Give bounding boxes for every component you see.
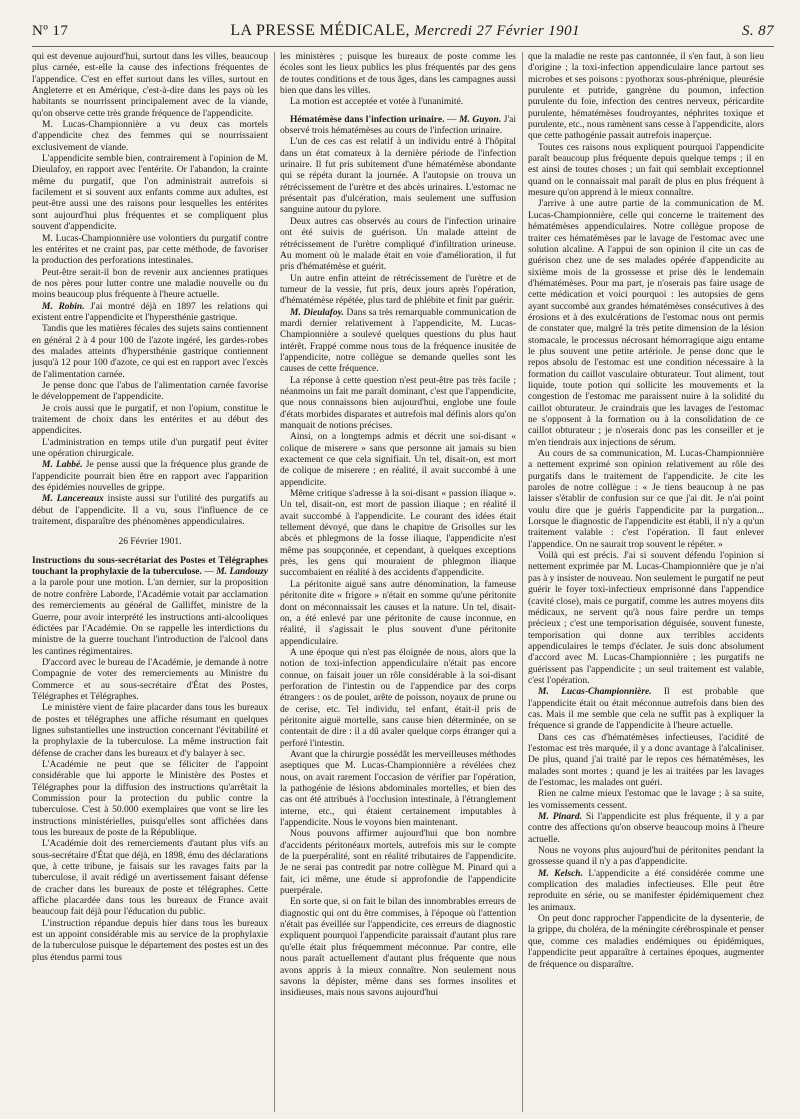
paragraph-text: Si l'appendicite est plus fréquente, il y a par contre des affections qu'on observe beaucoup moins à l'heure actuelle. [528,812,764,845]
paragraph: que la maladie ne reste pas cantonnée, il s'en faut, à son lieu d'origine ; la toxi-infection appendiculaire lance partout ses microbes et ses poisons : pyothorax sous-phrénique, pleurésie purulente et putride, gangrène du poumon, infection purulente du foie, infection des centres nerveux, péricardite purulente, hématémèses foudroyantes, néphrites toxique et purulente, etc., nous ramènent sans cesse à l'appendicite, alors que cette pathogénie passait autrefois inaperçue. [528,52,764,142]
speaker-name: M. Lucas-Championnière. [538,687,652,698]
paragraph [32,460,268,494]
speaker-name: M. Landouzy [216,567,268,578]
paragraph: La réponse à cette question n'est peut-être pas très facile ; néanmoins un fait me paraît dominant, c'est que l'appendicite, que nous connaissons bien aujourd'hui, englobe une foule d'états morbides disparates et autrefois mal définis alors qu'on manquait de notions précises. [280,375,516,431]
paragraph [528,812,764,846]
paragraph: Rien ne calme mieux l'estomac que le lavage ; à sa suite, les vomissements cessent. [528,789,764,811]
speaker-name: M. Dieulafoy. [290,307,344,318]
paragraph: Avant que la chirurgie possédât les merveilleuses méthodes aseptiques que M. Lucas-Championnière a révélées chez nous, on avait rarement l'occasion de vérifier par l'opération, la pathogénie de lésions abdominales mortelles, et bien des cas ont été attribués à l'occlusion intestinale, à l'étranglement interne, etc., qui étaient certainement imputables à l'appendicite. Nous le voyons bien maintenant. [280,749,516,829]
section-heading: Instructions du sous-secrétariat des Postes et Télégraphes touchant la prophylaxie de la tuberculose. [32,555,268,578]
paragraph-text: Il est probable que l'appendicite était ou était méconnue autrefois dans bien des cas. Mais il me semble que cela ne suffit pas à expliquer la fréquence si grande de l'appendicite à l'heure actuelle. [528,687,764,732]
paragraph: La motion est acceptée et votée à l'unanimité. [290,97,464,108]
paragraph: J'arrive à une autre partie de la communication de M. Lucas-Championnière, celle qui concerne le traitement des hématémèses appendiculaires. Notre collègue propose de traiter ces hématémèses par le lavage de l'estomac avec une solution alcaline. A l'appui de son opinion il cite un cas de guérison chez une de ses malades opérée d'appendicite au sixième mois de la grossesse et prise dès le lendemain d'hématémèses. Pour ma part, je n'oserais pas faire usage de cette médication et voici pourquoi : les autopsies de gens ayant succombé aux grandes hématémèses consécutives à des érosions et à des exulcérations de l'estomac nous ont permis de constater que, malgré la très petite dimension de la lésion stomacale, le processus nécrosant hémorragique aigu entame le plus souvent une petite artériole. Je pense donc que le repos absolu de l'estomac est une condition nécessaire à la formation du caillot vasculaire obturateur. Tout aliment, tout liquide, toute potion qui sollicite les mouvements et la congestion de l'estomac me paraissent nuire à la solidité du caillot obturateur. Je craindrais que les lavages de l'estomac ne s'opposent à la formation ou à la consolidation de ce caillot obturateur ; je n'oserais donc pas les conseiller et je m'en tiendrais aux injections de sérum. [528,199,764,448]
paragraph: Un autre enfin atteint de rétrécissement de l'urètre et de tumeur de la vessie, fut pris, deux jours après l'opération, d'hématémèse répétée, plus tard de phlébite et finit par guérir. [280,273,516,307]
paragraph: En sorte que, si on fait le bilan des innombrables erreurs de diagnostic qui ont du être commises, à l'époque où l'attention n'était pas éveillée sur l'appendicite, ces erreurs de diagnostic expliquent pourquoi l'appendicite paraissait d'autant plus rare qu'elle était plus fréquemment méconnue. Par contre, elle nous paraît actuellement d'autant plus fréquente que nous avons appris à la mieux connaître. Non seulement nous savons la dépister, même dans ses formes insolites et insidieuses, mais nous savons aujourd'hui [280,897,516,999]
paragraph-text: a la parole pour une motion. L'an dernier, sur la proposition de notre confrère Laborde, l'Académie votait par acclamation des remerciements au général de Galliffet, ministre de la Guerre, pour avoir interprété les instructions anti-alcooliques édictées par l'Académie. On se rappelle les interdictions du ministre de la guerre touchant l'introduction de l'alcool dans les cantines régimentaires. [32,578,268,657]
column-3 [528,52,764,1114]
paragraph: L'un de ces cas est relatif à un individu entré à l'hôpital dans un état comateux à la dernière période de l'infection urinaire. Il fut pris subitement d'une hématémèse abondante qui se répéta durant la journée. A l'autopsie on trouva un rétrécissement de l'urètre et des abcès urinaires. L'estomac ne présentait pas d'ulcération, mais seulement une suffusion sanguine autour du pylore. [280,137,516,216]
paragraph: Voilà qui est précis. J'ai si souvent défendu l'opinion si nettement exprimée par M. Lucas-Championnière que je n'ai pas à y insister de nouveau. Non seulement le purgatif ne peut guérir le foyer toxi-infectieux emprisonné dans l'appendice (cavité close), mais ce purgatif, comme les autres moyens dits médicaux, ne servent qu'à nous faire perdre un temps précieux ; c'est une temporisation déguisée, souvent funeste, temporisation qui donne aux terribles accidents appendiculaires le temps d'éclater. Je suis donc absolument d'accord avec M. Lucas-Championnière ; les purgatifs ne guérissent pas l'appendicite ; un seul traitement est valable, c'est l'opération. [528,551,764,686]
paragraph-text: L'appendicite a été considérée comme une complication des maladies infectieuses. Elle peut être reproduite en série, ou se manifester épidémiquement chez les animaux. [528,868,764,913]
paragraph: Je pense donc que l'abus de l'alimentation carnée favorise le développement de l'appendicite. [32,380,268,403]
speaker-name: M. Lancereaux [42,494,104,505]
paragraph: Même critique s'adresse à la soi-disant « passion iliaque ». Un tel, disait-on, est mort de passion iliaque ; en réalité il avait succombé à l'appendicite. Le courant des idées était tellement dévoyé, que dans le chapitre de Grisolles sur les abcès et phlegmons de la fosse iliaque, l'appendicite n'est même pas soupçonnée, et cependant, à quelques exceptions près, les gens qui mouraient de phlegmon iliaque succombaient en réalité à des accidents d'appendicite. [280,489,516,579]
paragraph: Nous pouvons affirmer aujourd'hui que bon nombre d'accidents péritonéaux mortels, autrefois mis sur le compte de la puerpéralité, sont en réalité tributaires de l'appendicite. Je ne serai pas contredit par notre collègue M. Pinard qui a fait, ici même, une étude si approfondie de l'appendicite puerpérale. [280,829,516,897]
paragraph-text: Je pense aussi que la fréquence plus grande de l'appendicite pourrait bien être en rapport avec l'apparition des épidémies nouvelles de grippe. [32,460,268,494]
paragraph [528,869,764,914]
header-rule [32,46,774,47]
paragraph: Je crois aussi que le purgatif, et non l'opium, constitue le traitement de choix dans les entérites et au début des appendicites. [32,403,268,437]
journal-title: LA PRESSE MÉDICALE, [230,22,410,39]
paragraph: Nous ne voyons plus aujourd'hui de péritonites pendant la grossesse quand il n'y a pas d'appendicite. [528,846,764,868]
session-date: 26 Février 1901. [118,537,182,548]
paragraph: A une époque qui n'est pas éloignée de nous, alors que la notion de toxi-infection appendiculaire n'était pas encore connue, on faisait jouer un rôle considérable à la soi-disant perforation de l'intestin ou de l'appendice par des corps étrangers : os de poulet, arête de poisson, noyaux de prune ou de cerise, etc. Tel individu, tel enfant, était-il pris de péritonite aiguë mortelle, sans cause bien déterminée, on se contentait de dire : il a dû avaler quelque corps étranger qui a perforé l'intestin. [280,647,516,749]
paragraph: Toutes ces raisons nous expliquent pourquoi l'appendicite paraît beaucoup plus fréquente depuis quelque temps ; il en est ainsi de toutes choses ; un fait qui semblait exceptionnel quand on le connaissait mal paraît de plus en plus fréquent à mesure qu'on apprend à le mieux connaître. [528,142,764,199]
paragraph: D'accord avec le bureau de l'Académie, je demande à notre Compagnie de voter des remerciements au Ministre du Commerce et au sous-secrétaire d'État des Postes, Télégraphes et Télégraphes. [32,657,268,702]
journal-title-line [230,22,580,40]
paragraph: Tandis que les matières fécales des sujets sains contiennent en général 2 à 4 pour 100 de l'azote ingéré, les gardes-robes des malades atteints d'hypersthénie gastrique contiennent jusqu'à 12 pour 100 d'azote, ce qui est en rapport avec l'excès de l'alimentation carnée. [32,324,268,380]
speaker-name: M. Labbé. [42,460,83,471]
paragraph: M. Lucas-Championnière a vu deux cas mortels d'appendicite chez des femmes qui se nourrissaient exclusivement de viande. [32,120,268,153]
paragraph-text: J'ai montré déjà en 1897 les relations qui existent entre l'appendicite et l'hypersthénie gastrique. [32,301,268,323]
paragraph: L'Académie ne peut que se féliciter de l'appoint considérable que lui apporte le Ministère des Postes et Télégraphes pour la diffusion des instructions qu'arrêtait la Commission pour la protection du public contre la tuberculose. C'est à 50.000 exemplaires que vont se lire les instructions ministérielles, puisqu'elles sont affichées dans tous les bureaux de poste de la République. [32,759,268,839]
paragraph: Ainsi, on a longtemps admis et décrit une soi-disant « colique de miserere » sans que personne ait jamais su bien exactement ce que cela signifiait. Un tel, disait-on, est mort de colique de miserere ; en réalité, il avait succombé à une appendicite. [280,432,516,488]
section-heading: Hématémèse dans l'infection urinaire. [290,114,445,125]
paragraph: qui est devenue aujourd'hui, surtout dans les villes, beaucoup plus carnée, est-elle la cause des infections fréquentes de l'appendice. C'est en effet surtout dans les villes, surtout en Angleterre et en Amérique, c'est-à-dire dans les pays où les habitants se nourrissent principalement avec de la viande, qu'on observe cette très grande fréquence de l'appendicite. [32,52,268,119]
paragraph: les ministères ; puisque les bureaux de poste comme les écoles sont les lieux publics les plus fréquentés par des gens de toutes conditions et de tous âges, dans les campagnes aussi bien que dans les villes. [280,52,516,97]
issue-date: Mercredi 27 Février 1901 [414,23,580,39]
paragraph: Le ministère vient de faire placarder dans tous les bureaux de postes et télégraphes une affiche résumant en quelques lignes substantielles une instruction concernant l'évitabilité et la prophylaxie de la tuberculose. La même instruction fait défense de cracher dans les bureaux et d'y balayer à sec. [32,703,268,759]
paragraph-text: Dans sa très remarquable communication de mardi dernier relativement à l'appendicite, M. Lucas-Championnière a soulevé quelques questions du plus haut intérêt. Frappé comme nous tous de la fréquence inusitée de l'appendicite, notre collègue se demande quelles sont les causes de cette fréquence. [280,307,516,375]
page-header [32,22,774,48]
paragraph [32,302,268,325]
column-rule [522,52,523,1112]
paragraph [528,687,764,732]
paragraph: L'Académie doit des remerciements d'autant plus vifs au sous-secrétaire d'État que déjà, en 1898, ému des déclarations que, à cette tribune, je faisais sur les ravages faits par la tuberculose, il avait rédigé un avertissement faisant défense de cracher dans les bureaux de poste et télégraphes. Cette affiche placardée dans tous les bureaux de France avait beaucoup fait déjà pour l'éducation du public. [32,839,268,918]
speaker-name: M. Robin. [42,301,85,312]
paragraph: L'instruction répandue depuis hier dans tous les bureaux est un appoint considérable mis au service de la prophylaxie de la tuberculose puisque le département des postes est un des plus étendus parmi tous [32,918,268,963]
paragraph-text: insiste aussi sur l'utilité des purgatifs au début de l'appendicite. Il a vu, sous l'influence de ce traitement, disparaître des phénomènes appendiculaires. [32,494,268,528]
paragraph: Peut-être serait-il bon de revenir aux anciennes pratiques de nos pères pour lutter contre une maladie nouvelle ou du moins beaucoup plus fréquente à l'heure actuelle. [32,267,268,301]
paragraph: Hématémèse dans l'infection urinaire. — M. Guyon. J'ai observé trois hématémèses au cours de l'infection urinaire. [280,114,516,137]
paragraph: Deux autres cas observés au cours de l'infection urinaire ont été suivis de guérison. Un malade atteint de rétrécissement de l'urètre compliqué d'infiltration urineuse. Au moment où le malade était en voie d'amélioration, il fut pris d'hématémèse et guérit. [280,216,516,273]
paragraph [280,308,516,376]
page-number: S. 87 [741,23,774,39]
speaker-name: M. Kelsch. [538,868,583,879]
paragraph: On peut donc rapprocher l'appendicite de la dysenterie, de la grippe, du choléra, de la méningite cérébrospinale et penser que, comme ces maladies endémiques ou épidémiques, l'appendicite peut apparaître à certaines époques, augmenter de fréquence ou disparaître. [528,914,764,970]
issue-number: Nº 17 [32,23,69,39]
speaker-name: M. Guyon. [459,114,502,125]
paragraph-text: J'ai observé trois hématémèses au cours de l'infection urinaire. [280,114,516,137]
column-rule [274,52,275,1112]
paragraph: L'administration en temps utile d'un purgatif peut éviter une opération chirurgicale. [32,437,268,460]
paragraph: Instructions du sous-secrétariat des Postes et Télégraphes touchant la prophylaxie de la tuberculose. — M. Landouzy a la parole pour une motion. L'an dernier, sur la proposition de notre confrère Laborde, l'Académie votait par acclamation des remerciements au général de Galliffet, ministre de la Guerre, pour avoir interprété les instructions anti-alcooliques édictées par l'Académie. On se rappelle les interdictions du ministre de la guerre touchant l'introduction de l'alcool dans les cantines régimentaires. [32,555,268,657]
column-1 [32,52,268,1114]
column-2 [280,52,516,1114]
paragraph: Au cours de sa communication, M. Lucas-Championnière a nettement exprimé son opinion relativement au rôle des purgatifs dans le traitement de l'appendicite. Je cite les paroles de notre collègue : « Je tiens beaucoup à ne pas laisser s'établir de confusion sur ce que j'ai dit. Je n'ai point voulu dire que je guéris l'appendicite par la purgation... Lorsque le diagnostic de l'appendicite est établi, il n'y a qu'un traitement valable : c'est l'opération. Il faut enlever l'appendice. On ne saurait trop souvent le répéter. » [528,449,764,550]
paragraph: M. Lucas-Championnière use volontiers du purgatif contre les entérites et ne craint pas, par cette méthode, de favoriser la production des perforations intestinales. [32,233,268,267]
paragraph: Dans ces cas d'hématémèses infectieuses, l'acidité de l'estomac est très marquée, il y a donc avantage à l'alcaliniser. De plus, quand j'ai traité par le repos ces hématémèses, les malades sont mortes ; quand je les ai traitées par les lavages de l'estomac, les malades ont guéri. [528,732,764,788]
paragraph: L'appendicite semble bien, contrairement à l'opinion de M. Dieulafoy, en rapport avec l'entérite. Or l'abandon, la crainte même du purgatif, que l'on administrait autrefois si facilement et si souvent aux enfants comme aux adultes, est peut-être aussi une des raisons pour lesquelles les entérites sont aujourd'hui plus fréquentes et se compliquent plus souvent d'appendicite. [32,154,268,233]
speaker-name: M. Pinard. [538,812,582,823]
paragraph: La péritonite aiguë sans autre dénomination, la fameuse péritonite dite « frigore » n'était en somme qu'une péritonite dont on méconnaissait les causes et la nature. Un tel, disait-on, a été enlevé par une péritonite de cause inconnue, en réalité, il s'agissait le plus souvent d'une péritonite appendiculaire. [280,579,516,647]
paragraph [32,494,268,528]
